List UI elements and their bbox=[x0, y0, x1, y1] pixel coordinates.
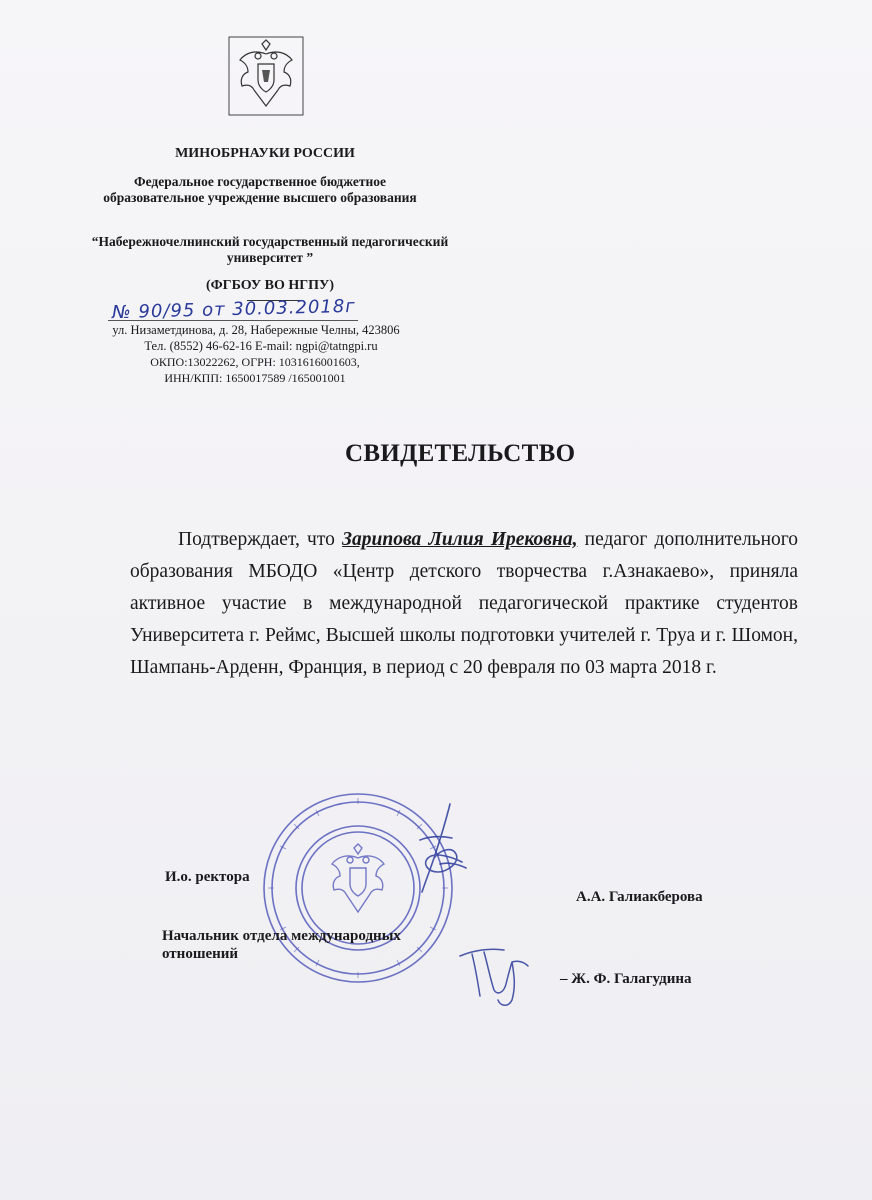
contacts-line: Тел. (8552) 46-62-16 E-mail: ngpi@tatngpi.ru bbox=[144, 339, 378, 353]
head-signature bbox=[454, 940, 564, 1010]
body-text: педагог дополнительного образования МБОДО «Центр детского творчества г.Азнакаево», приняла активное участие в международной педагогической практике студентов Университета г. Реймс, Высшей школы подготовки учителей г. Труа и г. Шомон, Шампань-Арденн, Франция, в период с 20 февраля по 03 марта 2018 г. bbox=[130, 529, 799, 678]
university-name: “Набережночелнинский государственный педагогический университет ” bbox=[91, 234, 449, 265]
person-name: Зарипова Лилия Ирековна, bbox=[342, 529, 578, 550]
document-title: СВИДЕТЕЛЬСТВО bbox=[345, 440, 576, 467]
rector-name: А.А. Галиакберова bbox=[576, 889, 703, 905]
registration-underline bbox=[108, 320, 358, 321]
department-head-title: Начальник отдела международных отношений bbox=[162, 928, 401, 962]
address-line: ул. Низаметдинова, д. 28, Набережные Челны, 423806 bbox=[112, 323, 400, 337]
university-abbreviation: (ФГБОУ ВО НГПУ) bbox=[206, 278, 334, 293]
registration-number: № 90/95 от 30.03.2018г bbox=[111, 295, 357, 324]
coat-of-arms-emblem bbox=[228, 36, 304, 116]
rector-signature bbox=[400, 800, 480, 900]
certificate-body bbox=[130, 524, 798, 684]
body-intro: Подтверждает, что bbox=[178, 529, 335, 550]
department-head-name: – Ж. Ф. Галагудина bbox=[560, 971, 692, 987]
okpo-ogrn-line: ОКПО:13022262, ОГРН: 1031616001603, bbox=[150, 355, 360, 369]
ministry-name: МИНОБРНАУКИ РОССИИ bbox=[175, 146, 355, 161]
rector-title: И.о. ректора bbox=[165, 869, 250, 885]
inn-kpp-line: ИНН/КПП: 1650017589 /165001001 bbox=[164, 371, 346, 385]
organization-type: Федеральное государственное бюджетное образовательное учреждение высшего образования bbox=[103, 174, 417, 205]
